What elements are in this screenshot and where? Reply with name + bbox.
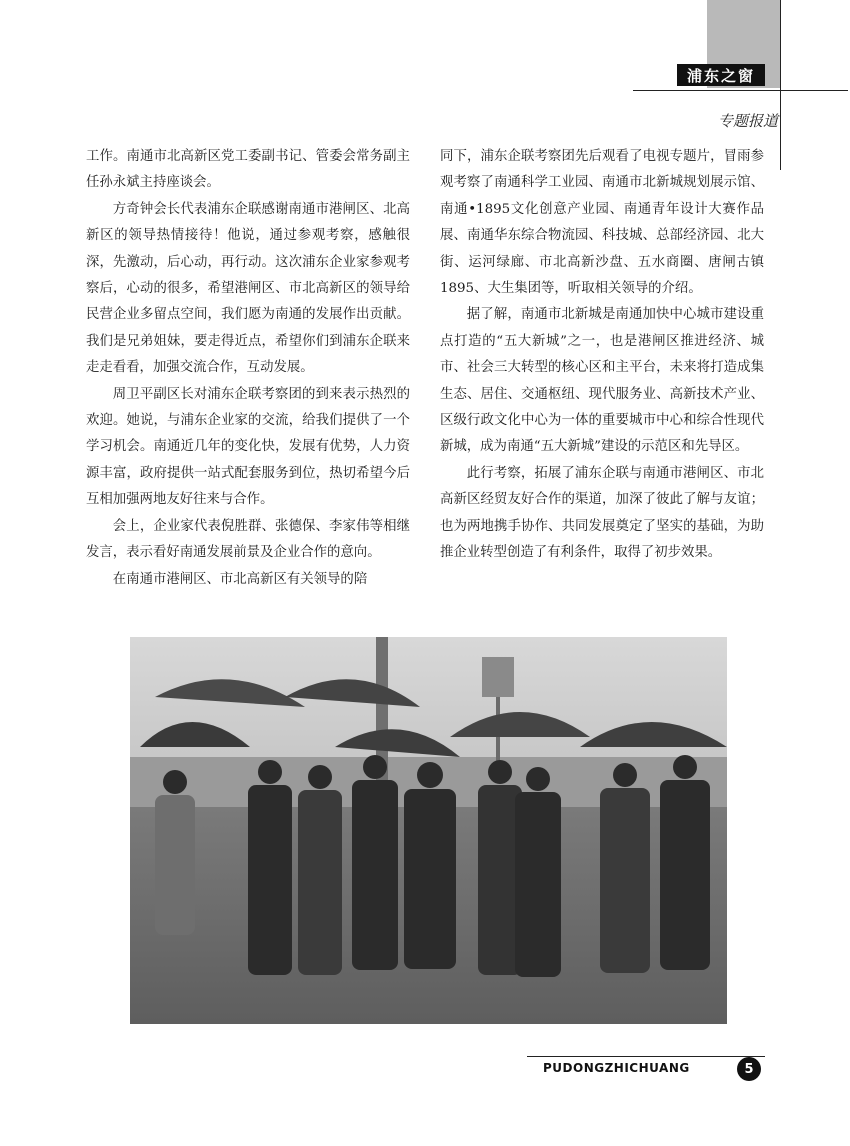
section-title: 专题报道 bbox=[717, 112, 778, 130]
footer-magazine-name: PUDONGZHICHUANG bbox=[543, 1061, 690, 1075]
magazine-logo: 浦东之窗 bbox=[677, 64, 765, 86]
page-number: 5 bbox=[737, 1057, 761, 1081]
paragraph: 周卫平副区长对浦东企联考察团的到来表示热烈的欢迎。她说，与浦东企业家的交流，给我们提供了一个学习机会。南通近几年的变化快，发展有优势，人力资源丰富，政府提供一站式配套服务到位，热切希望今后互相加强两地友好往来与合作。 bbox=[86, 386, 410, 508]
header-rule bbox=[633, 90, 848, 91]
paragraph: 此行考察，拓展了浦东企联与南通市港闸区、市北高新区经贸友好合作的渠道，加深了彼此了解与友谊；也为两地携手协作、共同发展奠定了坚实的基础，为助推企业转型创造了有利条件，取得了初步效果。 bbox=[440, 465, 764, 561]
header-vertical-rule bbox=[780, 0, 781, 170]
paragraph: 据了解，南通市北新城是南通加快中心城市建设重点打造的“五大新城”之一，也是港闸区推进经济、城市、社会三大转型的核心区和主平台，未来将打造成集生态、居住、交通枢纽、现代服务业、高新技术产业、区级行政文化中心为一体的重要城市中心和综合性现代新城，成为南通“五大新城”建设的示范区和先导区。 bbox=[440, 307, 764, 455]
paragraph: 会上，企业家代表倪胜群、张德保、李家伟等相继发言，表示看好南通发展前景及企业合作的意向。 bbox=[86, 518, 410, 561]
paragraph: 工作。南通市北高新区党工委副书记、管委会常务副主任孙永斌主持座谈会。 bbox=[86, 149, 410, 191]
paragraph: 在南通市港闸区、市北高新区有关领导的陪 bbox=[112, 571, 368, 587]
footer-rule bbox=[527, 1056, 765, 1057]
group-photo bbox=[130, 637, 727, 1024]
article-column-left bbox=[86, 144, 410, 593]
paragraph: 方奇钟会长代表浦东企联感谢南通市港闸区、北高新区的领导热情接待！他说，通过参观考察，感触很深，先激动，后心动，再行动。这次浦东企业家参观考察后，心动的很多，希望港闸区、市北高新区的领导给民营企业多留点空间，我们愿为南通的发展作出贡献。我们是兄弟姐妹，要走得近点，希望你们到浦东企联来走走看看，加强交流合作，互动发展。 bbox=[86, 201, 410, 376]
paragraph: 同下，浦东企联考察团先后观看了电视专题片，冒雨参观考察了南通科学工业园、南通市北新城规划展示馆、南通•1895文化创意产业园、南通青年设计大赛作品展、南通华东综合物流园、科技城、总部经济园、北大街、运河绿廊、市北高新沙盘、五水商圈、唐闸古镇1895、大生集团等，听取相关领导的介绍。 bbox=[440, 149, 764, 297]
article-column-right bbox=[440, 144, 764, 567]
